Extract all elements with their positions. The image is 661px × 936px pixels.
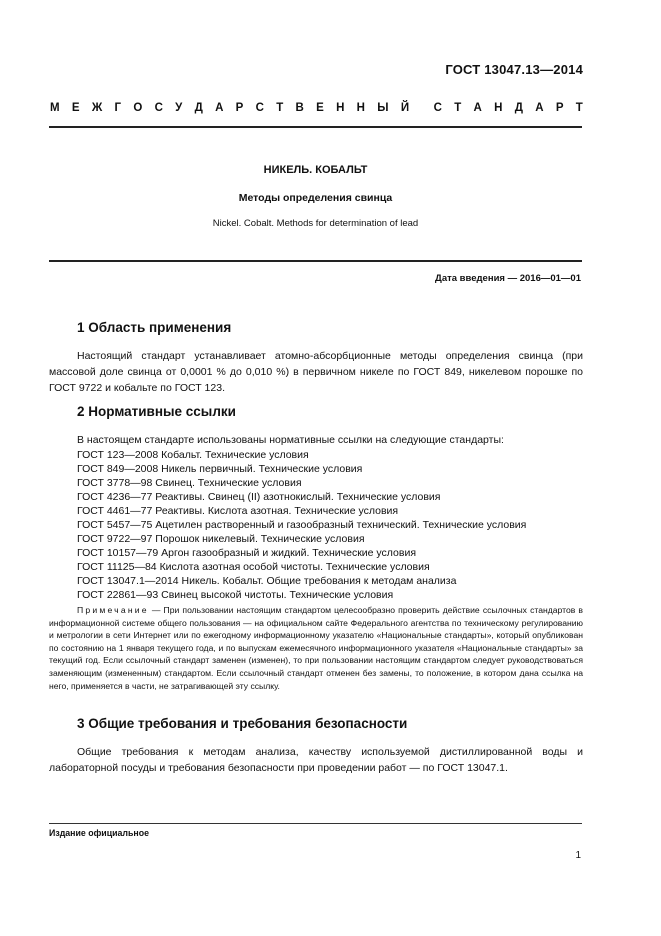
banner-letter: М	[50, 102, 60, 114]
banner-letter: Т	[276, 102, 284, 114]
reference-item: ГОСТ 5457—75 Ацетилен растворенный и газообразный технический. Технические условия	[77, 519, 527, 531]
reference-item: ГОСТ 11125—84 Кислота азотная особой чистоты. Технические условия	[77, 561, 430, 573]
banner-letter: Т	[575, 102, 583, 114]
footer-rule	[49, 823, 582, 824]
banner-letter: С	[255, 102, 264, 114]
note	[49, 604, 583, 692]
banner-letter: Р	[555, 102, 564, 114]
banner-letter: С	[154, 102, 163, 114]
banner-letter: Г	[114, 102, 122, 114]
official-edition-label: Издание официальное	[49, 828, 149, 838]
banner-letter: А	[215, 102, 224, 114]
reference-item: ГОСТ 13047.1—2014 Никель. Кобальт. Общие требования к методам анализа	[77, 575, 457, 587]
banner-letter: Т	[454, 102, 462, 114]
document-title: НИКЕЛЬ. КОБАЛЬТ	[263, 164, 368, 176]
reference-item: ГОСТ 849—2008 Никель первичный. Технические условия	[77, 463, 363, 475]
banner-letter: Д	[514, 102, 523, 114]
reference-item: ГОСТ 9722—97 Порошок никелевый. Технические условия	[77, 533, 365, 545]
section-3-text: Общие требования к методам анализа, качеству используемой дистиллированной воды и лабораторной посуды и требования безопасности при проведении работ — по ГОСТ 13047.1.	[49, 746, 583, 774]
banner-letter: Н	[356, 102, 365, 114]
banner-letter: В	[295, 102, 304, 114]
section-2-heading: 2 Нормативные ссылки	[77, 404, 236, 419]
reference-item: ГОСТ 4461—77 Реактивы. Кислота азотная. Технические условия	[77, 505, 399, 517]
banner-letter: Н	[494, 102, 503, 114]
section-1-heading: 1 Область применения	[77, 320, 232, 335]
section-1-text: Настоящий стандарт устанавливает атомно-абсорбционные методы определения свинца (при массовой доле свинца от 0,0001 % до 0,010 %) в первичном никеле по ГОСТ 849, никелевом порошке по ГОСТ 9722 и кобальте по ГОСТ 123.	[49, 350, 583, 394]
banner-letter: О	[133, 102, 143, 114]
banner-letter: Ж	[91, 102, 103, 114]
banner-letter: С	[433, 102, 442, 114]
reference-item: ГОСТ 4236—77 Реактивы. Свинец (II) азотнокислый. Технические условия	[77, 491, 441, 503]
title-rule	[49, 260, 582, 262]
note-text: — При пользовании настоящим стандартом целесообразно проверить действие ссылочных стандартов в информационной системе общего пользования — на официальном сайте Федерального агентства по техническому регулированию и метрологии в сети Интернет или по ежегодному информационному указателю «Национальные стандарты», который опубликован по состоянию на 1 января текущего года, и по выпускам ежемесячного информационного указателя «Национальные стандарты» за текущий год. Если ссылочный стандарт заменен (изменен), то при пользовании настоящим стандартом следует руководствоваться заменяющим (измененным) стандартом. Если ссылочный стандарт отменен без замены, то положение, в котором дана ссылка на него, применяется в части, не затрагивающей эту ссылку.	[49, 605, 583, 691]
banner-letter: Ы	[377, 102, 389, 114]
note-label: Примечание	[77, 605, 149, 615]
banner-letter: Н	[336, 102, 345, 114]
banner-letter: Д	[194, 102, 203, 114]
banner-letter: Р	[235, 102, 244, 114]
page-number: 1	[575, 850, 581, 861]
section-2-intro: В настоящем стандарте использованы нормативные ссылки на следующие стандарты:	[77, 434, 504, 446]
introduction-date: Дата введения — 2016—01—01	[435, 273, 581, 284]
references-list	[77, 448, 526, 602]
reference-item: ГОСТ 123—2008 Кобальт. Технические условия	[77, 449, 309, 461]
banner-letter: А	[535, 102, 544, 114]
gost-code: ГОСТ 13047.13—2014	[445, 62, 583, 77]
reference-item: ГОСТ 22861—93 Свинец высокой чистоты. Технические условия	[77, 589, 394, 601]
english-title: Nickel. Cobalt. Methods for determination of lead	[212, 218, 419, 229]
reference-item: ГОСТ 10157—79 Аргон газообразный и жидкий. Технические условия	[77, 547, 417, 559]
banner-letter: Е	[316, 102, 324, 114]
banner-letter: Е	[71, 102, 80, 114]
banner-letter: Й	[400, 102, 410, 114]
interstate-standard-banner	[50, 102, 583, 114]
reference-item: ГОСТ 3778—98 Свинец. Технические условия	[77, 477, 302, 489]
section-3-heading: 3 Общие требования и требования безопасности	[77, 716, 408, 731]
banner-letter: У	[175, 102, 183, 114]
top-rule	[49, 126, 582, 128]
document-subtitle: Методы определения свинца	[238, 192, 393, 204]
banner-letter: А	[473, 102, 482, 114]
